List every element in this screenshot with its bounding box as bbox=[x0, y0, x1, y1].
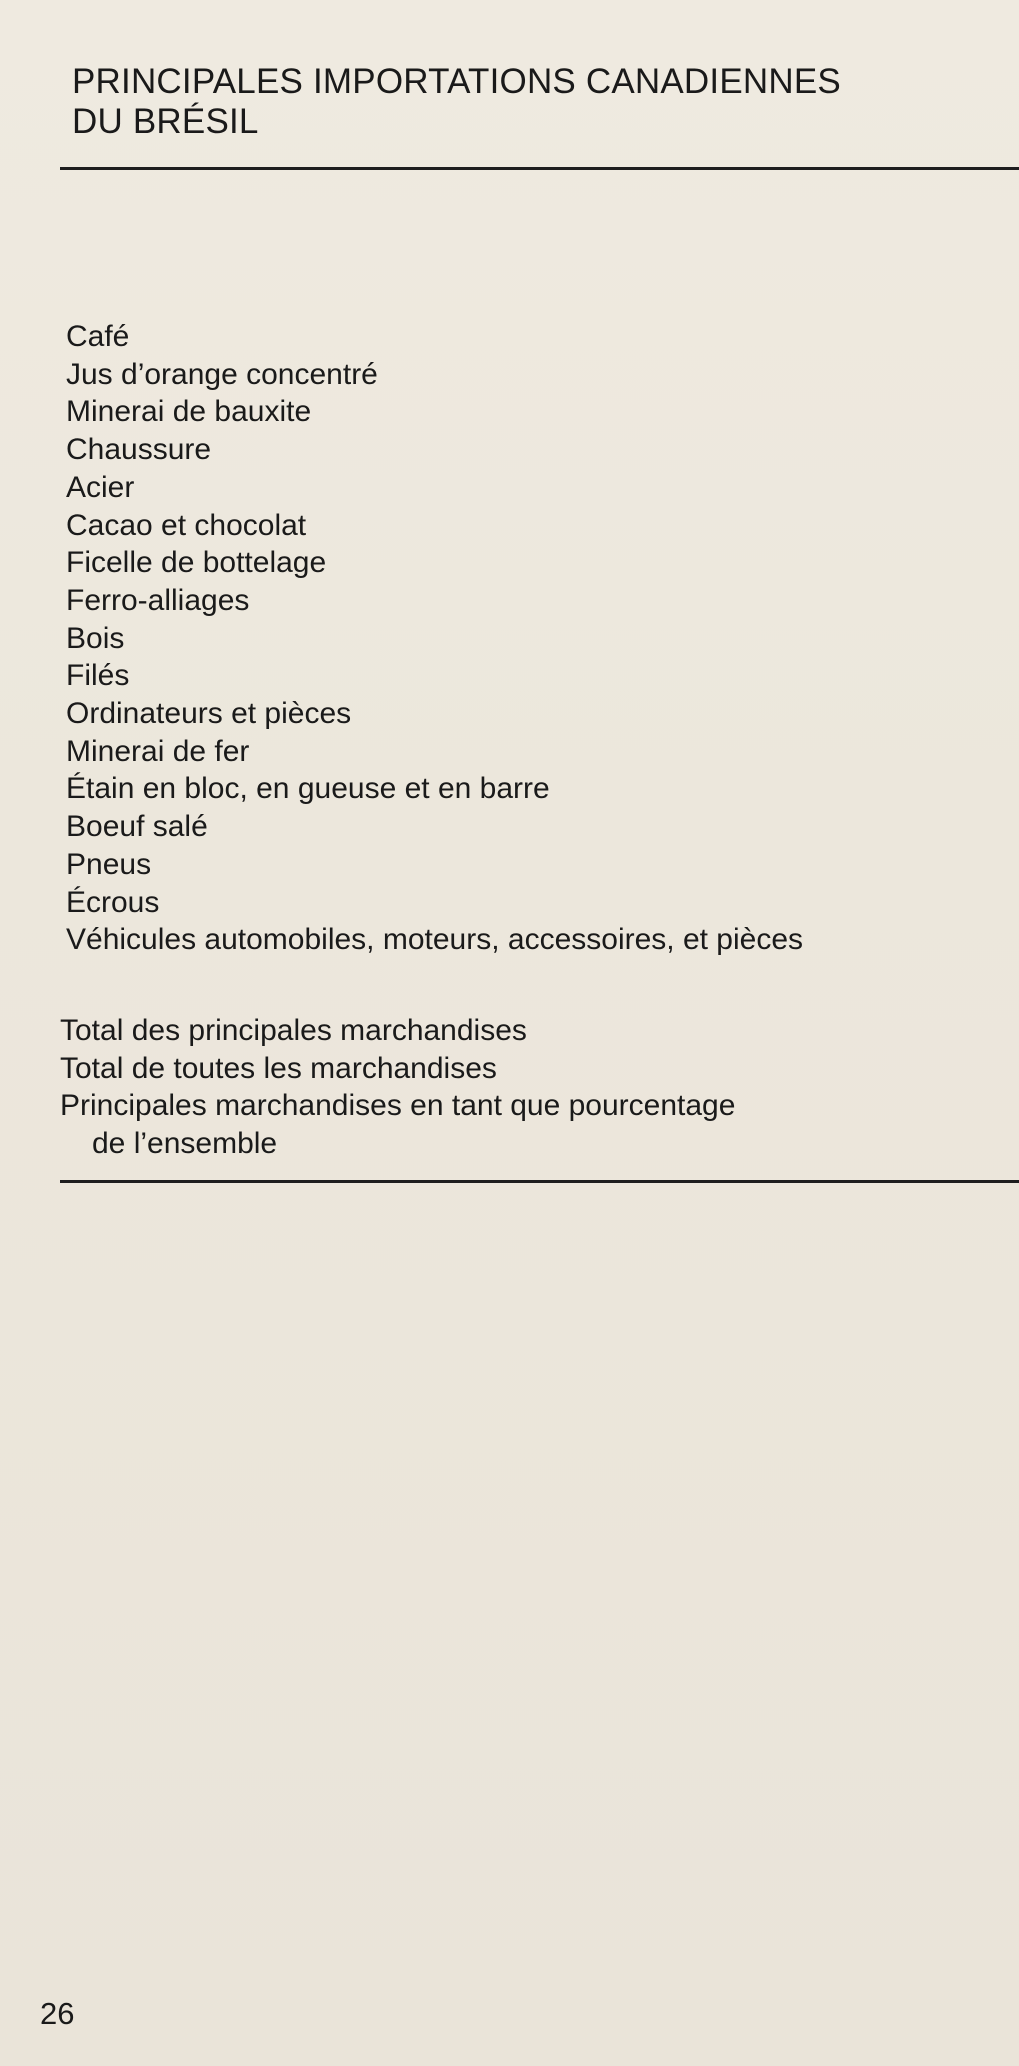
list-item: Bois bbox=[66, 621, 125, 655]
list-item: Ordinateurs et pièces bbox=[66, 697, 352, 731]
list-item: Minerai de fer bbox=[66, 734, 250, 768]
list-item: Ficelle de bottelage bbox=[66, 546, 327, 580]
bottom-divider bbox=[60, 1180, 1019, 1183]
list-item: Cacao et chocolat bbox=[66, 508, 307, 542]
list-item: Minerai de bauxite bbox=[66, 395, 312, 429]
total-all-row: Total de toutes les marchandises bbox=[60, 1051, 497, 1085]
page-title bbox=[72, 62, 841, 142]
list-item: Jus d’orange concentré bbox=[66, 357, 378, 391]
top-divider bbox=[60, 167, 1019, 170]
page-number: 26 bbox=[40, 1996, 75, 2031]
list-item: Chaussure bbox=[66, 433, 212, 467]
list-item: Véhicules automobiles, moteurs, accessoires, et pièces bbox=[66, 923, 804, 957]
list-item: Écrous bbox=[66, 885, 160, 919]
list-item: Café bbox=[66, 320, 130, 353]
percentage-label-line-1: Principales marchandises en tant que pourcentage bbox=[60, 1089, 736, 1122]
commodity-list bbox=[66, 318, 803, 959]
list-item: Pneus bbox=[66, 847, 152, 881]
list-item: Ferro-alliages bbox=[66, 583, 250, 617]
title-line-2: DU BRÉSIL bbox=[72, 102, 259, 141]
list-item: Étain en bloc, en gueuse et en barre bbox=[66, 772, 550, 806]
list-item: Boeuf salé bbox=[66, 810, 208, 844]
title-line-1: PRINCIPALES IMPORTATIONS CANADIENNES bbox=[72, 62, 841, 101]
list-item: Filés bbox=[66, 659, 130, 693]
percentage-label-line-2: de l’ensemble bbox=[92, 1126, 278, 1160]
totals-list bbox=[60, 1012, 735, 1162]
list-item: Acier bbox=[66, 470, 135, 504]
percentage-row bbox=[60, 1087, 735, 1162]
total-principal-row: Total des principales marchandises bbox=[60, 1014, 527, 1047]
